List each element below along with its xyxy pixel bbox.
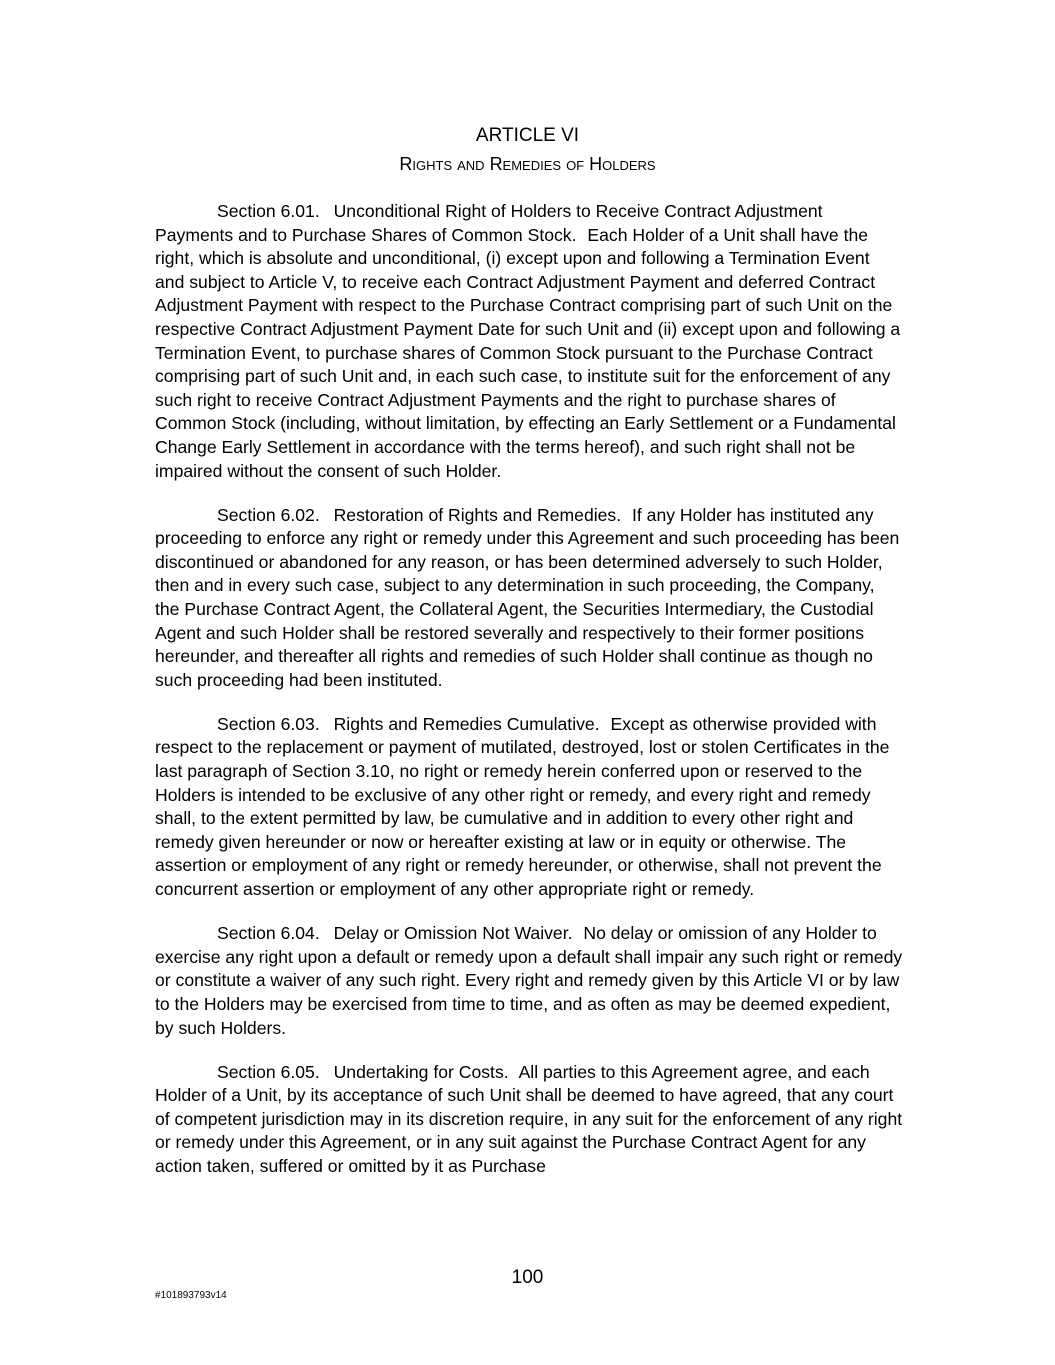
section-heading: Rights and Remedies Cumulative. xyxy=(333,713,600,734)
section-number: Section 6.01. xyxy=(217,201,320,221)
section-6-04 xyxy=(155,922,903,1040)
section-text: All parties to this Agreement agree, and each Holder of a Unit, by its acceptance of such Unit shall be deemed to have agreed, that any court of competent jurisdiction may in its discretion require, in any suit for the enforcement of any right or remedy under this Agreement, or in any suit against the Purchase Contract Agent for any action taken, suffered or omitted by it as Purchase xyxy=(155,1061,903,1176)
section-text: Each Holder of a Unit shall have the right, which is absolute and unconditional, (i) except upon and following a Termination Event and subject to Article V, to receive each Contract Adjustment Payment and deferred Contract Adjustment Payment with respect to the Purchase Contract comprising part of such Unit on the respective Contract Adjustment Payment Date for such Unit and (ii) except upon and following a Termination Event, to purchase shares of Common Stock pursuant to the Purchase Contract comprising part of such Unit and, in each such case, to institute suit for the enforcement of any such right to receive Contract Adjustment Payments and the right to purchase shares of Common Stock (including, without limitation, by effecting an Early Settlement or a Fundamental Change Early Settlement in accordance with the terms hereof), and such right shall not be impaired without the consent of such Holder. xyxy=(155,224,901,481)
section-number: Section 6.05. xyxy=(217,1061,320,1082)
section-heading: Undertaking for Costs. xyxy=(333,1061,509,1082)
article-subtitle: Rights and Remedies of Holders xyxy=(399,154,656,174)
section-number: Section 6.03. xyxy=(217,713,320,734)
section-heading: Unconditional Right of Holders to Receive Contract Adjustment Payments and to Purchase Shares of Common Stock. xyxy=(155,201,823,245)
document-id: #101893793v14 xyxy=(155,1290,227,1301)
section-6-03 xyxy=(155,713,903,902)
section-number: Section 6.04. xyxy=(217,923,320,944)
section-number: Section 6.02. xyxy=(217,504,320,525)
section-text: No delay or omission of any Holder to exercise any right upon a default or remedy upon a default shall impair any such right or remedy or constitute a waiver of any such right. Every right and remedy given by this Article VI or by law to the Holders may be exercised from time to time, and as often as may be deemed expedient, by such Holders. xyxy=(155,923,903,1038)
page-number: 100 xyxy=(511,1267,544,1288)
section-text: Except as otherwise provided with respect to the replacement or payment of mutilated, destroyed, lost or stolen Certificates in the last paragraph of Section 3.10, no right or remedy herein conferred upon or reserved to the Holders is intended to be exclusive of any other right or remedy, and every right and remedy shall, to the extent permitted by law, be cumulative and in addition to every other right and remedy given hereunder or now or hereafter existing at law or in equity or otherwise. The assertion or employment of any right or remedy hereunder, or otherwise, shall not prevent the concurrent assertion or employment of any other appropriate right or remedy. xyxy=(155,713,890,900)
section-heading: Restoration of Rights and Remedies. xyxy=(333,504,622,525)
article-title: ARTICLE VI xyxy=(475,125,580,146)
section-6-01 xyxy=(155,200,903,483)
section-heading: Delay or Omission Not Waiver. xyxy=(333,923,573,944)
section-6-05 xyxy=(155,1061,903,1179)
section-6-02 xyxy=(155,504,903,693)
section-text: If any Holder has instituted any proceeding to enforce any right or remedy under this Agreement and such proceeding has been discontinued or abandoned for any reason, or has been determined adversely to such Holder, then and in every such case, subject to any determination in such proceeding, the Company, the Purchase Contract Agent, the Collateral Agent, the Securities Intermediary, the Custodial Agent and such Holder shall be restored severally and respectively to their former positions hereunder, and thereafter all rights and remedies of such Holder shall continue as though no such proceeding had been instituted. xyxy=(155,504,900,690)
document-body xyxy=(155,200,903,1199)
